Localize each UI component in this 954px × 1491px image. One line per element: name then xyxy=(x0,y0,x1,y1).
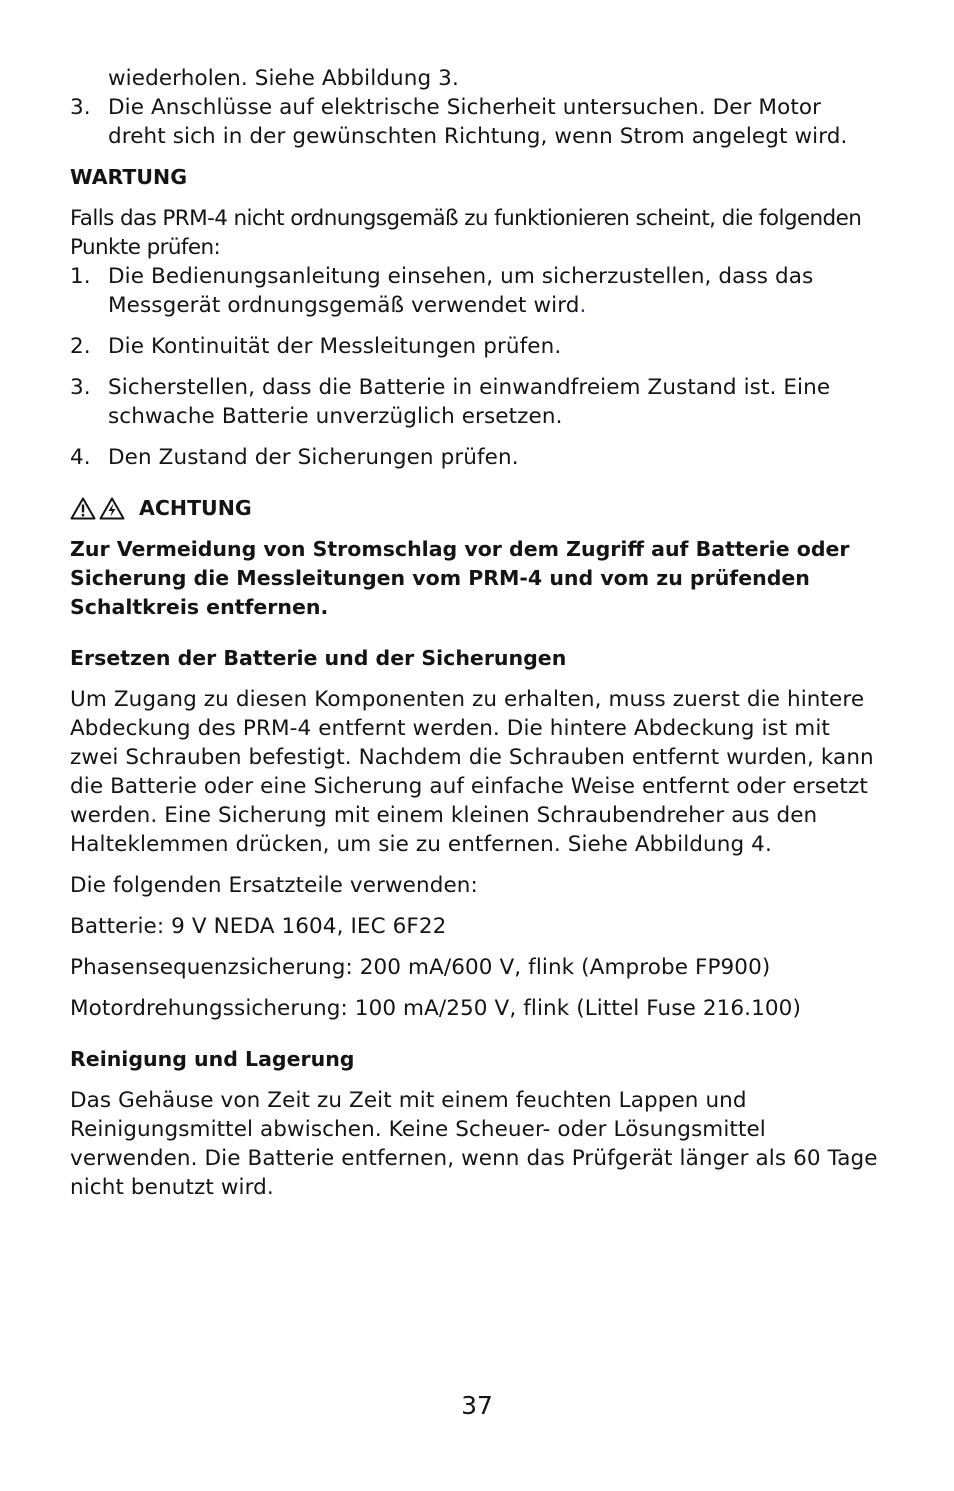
caution-text: Zur Vermeidung von Stromschlag vor dem Zugriff auf Batterie oder Sicherung die Messleitungen vom PRM-4 und vom zu prüfenden Schaltkreis entfernen. xyxy=(70,537,850,619)
cleaning-paragraph: Das Gehäuse von Zeit zu Zeit mit einem feuchten Lappen und Reinigungsmittel abwischen. Keine Scheuer- oder Lösungsmittel verwenden. Die Batterie entfernen, wenn das Prüfgerät länger als 60 Tage nicht benutzt wird. xyxy=(70,1088,878,1200)
continuation-text: wiederholen. Siehe Abbildung 3. xyxy=(108,66,459,91)
list-item xyxy=(70,443,880,472)
list-item xyxy=(70,332,880,361)
list-text: Die Kontinuität der Messleitungen prüfen. xyxy=(108,334,562,359)
connection-steps xyxy=(70,93,880,151)
page-number: 37 xyxy=(461,1391,493,1420)
battery-spec: Batterie: 9 V NEDA 1604, IEC 6F22 xyxy=(70,914,447,939)
caution-icons xyxy=(70,497,125,520)
phase-fuse-spec: Phasensequenzsicherung: 200 mA/600 V, flink (Amprobe FP900) xyxy=(70,955,771,980)
list-number: 1. xyxy=(70,264,91,289)
replace-paragraph: Um Zugang zu diesen Komponenten zu erhalten, muss zuerst die hintere Abdeckung des PRM-4 entfernt werden. Die hintere Abdeckung ist mit zwei Schrauben befestigt. Nachdem die Schrauben entfernt wurden, kann die Batterie oder eine Sicherung auf einfache Weise entfernt oder ersetzt werden. Eine Sicherung mit einem kleinen Schraubendreher aus den Halteklemmen drücken, um sie zu entfernen. Siehe Abbildung 4. xyxy=(70,687,874,857)
list-number: 2. xyxy=(70,334,91,359)
section-heading-wartung: WARTUNG xyxy=(70,165,188,189)
motor-fuse-spec: Motordrehungssicherung: 100 mA/250 V, flink (Littel Fuse 216.100) xyxy=(70,996,801,1021)
wartung-checklist xyxy=(70,262,880,472)
list-number: 3. xyxy=(70,375,91,400)
section-heading-replace: Ersetzen der Batterie und der Sicherungen xyxy=(70,646,567,670)
list-item xyxy=(70,93,880,151)
list-text: Sicherstellen, dass die Batterie in einwandfreiem Zustand ist. Eine schwache Batterie unverzüglich ersetzen. xyxy=(108,375,831,429)
warning-triangle-icon xyxy=(70,497,96,520)
list-text-tail: . xyxy=(579,293,587,318)
list-item xyxy=(70,373,880,431)
parts-intro: Die folgenden Ersatzteile verwenden: xyxy=(70,873,478,898)
list-text: Die Bedienungsanleitung einsehen, um sicherzustellen, dass das Messgerät ordnungsgemäß verwendet wird xyxy=(108,264,814,318)
electric-shock-triangle-icon xyxy=(99,497,125,520)
list-text: Die Anschlüsse auf elektrische Sicherheit untersuchen. Der Motor dreht sich in der gewünschten Richtung, wenn Strom angelegt wird. xyxy=(108,95,848,149)
list-number: 4. xyxy=(70,445,91,470)
list-item xyxy=(70,262,880,320)
caution-label: ACHTUNG xyxy=(139,496,252,520)
list-text: Den Zustand der Sicherungen prüfen. xyxy=(108,445,519,470)
list-number: 3. xyxy=(70,95,91,120)
manual-page xyxy=(70,64,880,1202)
section-heading-cleaning: Reinigung und Lagerung xyxy=(70,1047,355,1071)
wartung-intro: Falls das PRM-4 nicht ordnungsgemäß zu funktionieren scheint, die folgenden Punkte prüfen: xyxy=(70,206,862,260)
caution-header xyxy=(70,494,880,523)
